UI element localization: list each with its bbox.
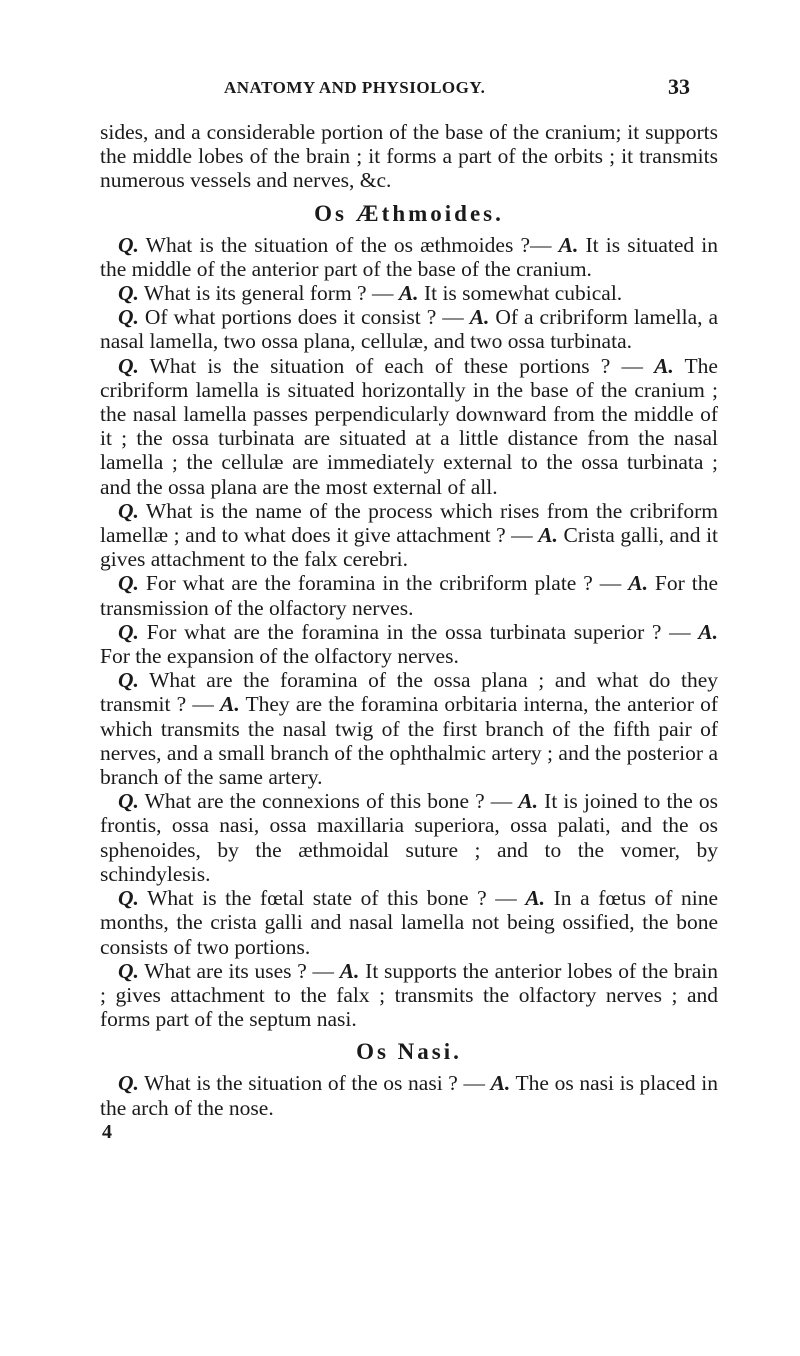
question-text: What is the fœtal state of this bone ? — bbox=[147, 886, 517, 911]
question-text: Of what portions does it consist ? — bbox=[144, 305, 464, 330]
answer-label: A. bbox=[538, 523, 558, 548]
page-body bbox=[100, 120, 718, 1144]
question-label: Q. bbox=[118, 353, 139, 378]
intro-paragraph: sides, and a considerable portion of the base of the cranium; it supports the middle lobes of the brain ; it forms a part of the orbits ; it transmits numerous vessels and nerves, &c. bbox=[100, 120, 718, 193]
answer-label: A. bbox=[628, 571, 648, 596]
answer-label: A. bbox=[220, 692, 240, 717]
answer-label: A. bbox=[518, 789, 539, 814]
qa-paragraph bbox=[100, 668, 718, 789]
question-label: Q. bbox=[118, 1071, 139, 1096]
answer-text: For the expansion of the olfactory nerves. bbox=[100, 644, 459, 669]
question-label: Q. bbox=[118, 886, 139, 911]
qa-paragraph bbox=[100, 305, 718, 353]
question-text: What are its uses ? — bbox=[144, 958, 334, 983]
answer-text: They are the foramina orbitaria interna, the anterior of which transmits the nasal twig of the first branch of the fifth pair of nerves, and a small branch of the ophthalmic artery ; and the posterior a branch of the same artery. bbox=[100, 692, 718, 790]
answer-text: The os nasi is placed in the arch of the nose. bbox=[100, 1071, 719, 1120]
answer-label: A. bbox=[654, 353, 674, 378]
question-label: Q. bbox=[118, 232, 139, 257]
answer-label: A. bbox=[469, 305, 490, 330]
qa-paragraph bbox=[100, 1071, 718, 1119]
qa-paragraph bbox=[100, 886, 718, 959]
signature-mark: 4 bbox=[102, 1120, 112, 1143]
qa-paragraph bbox=[100, 354, 718, 499]
answer-label: A. bbox=[339, 958, 360, 983]
answer-label: A. bbox=[490, 1071, 511, 1096]
running-head bbox=[0, 74, 800, 104]
qa-paragraph bbox=[100, 620, 718, 668]
question-label: Q. bbox=[118, 789, 139, 814]
qa-paragraph bbox=[100, 281, 718, 305]
question-text: What is its general form ? — bbox=[143, 281, 394, 306]
answer-text: It is joined to the os frontis, ossa nasi, ossa maxillaria superiora, ossa palati, and the os sphenoides, by the æthmoidal suture ; and to the vomer, by schindylesis. bbox=[100, 789, 718, 886]
answer-label: A. bbox=[698, 619, 719, 644]
question-label: Q. bbox=[118, 498, 139, 523]
answer-text: In a fœtus of nine months, the crista galli and nasal lamella not being ossified, the bone consists of two portions. bbox=[100, 886, 719, 959]
section-heading: Os Æthmoides. bbox=[314, 200, 504, 226]
question-label: Q. bbox=[118, 571, 139, 596]
question-label: Q. bbox=[118, 668, 139, 693]
qa-paragraph bbox=[100, 789, 718, 886]
answer-text: Of a cribriform lamella, a nasal lamella, two ossa plana, cellulæ, and two ossa turbinata. bbox=[100, 305, 719, 354]
qa-paragraph bbox=[100, 959, 718, 1032]
answer-text: For the transmission of the olfactory nerves. bbox=[100, 571, 719, 620]
running-title: ANATOMY AND PHYSIOLOGY. bbox=[224, 78, 486, 97]
page-number: 33 bbox=[668, 74, 690, 99]
answer-label: A. bbox=[525, 886, 546, 911]
qa-paragraph bbox=[100, 571, 718, 619]
question-text: What is the situation of the os æthmoides ?— bbox=[145, 232, 552, 257]
answer-text: Crista galli, and it gives attachment to the falx cerebri. bbox=[100, 523, 719, 572]
question-label: Q. bbox=[118, 305, 139, 330]
question-text: What are the connexions of this bone ? — bbox=[144, 789, 513, 814]
qa-paragraph bbox=[100, 233, 718, 281]
question-text: For what are the foramina in the ossa turbinata superior ? — bbox=[146, 619, 691, 644]
answer-text: It is somewhat cubical. bbox=[423, 281, 623, 306]
question-text: What are the foramina of the ossa plana ; and what do they transmit ? — bbox=[100, 668, 718, 717]
question-text: What is the situation of the os nasi ? — bbox=[144, 1071, 485, 1096]
question-label: Q. bbox=[118, 619, 139, 644]
question-text: What is the name of the process which rises from the cribriform lamellæ ; and to what does it give attachment ? — bbox=[100, 498, 718, 548]
answer-text: The cribriform lamella is situated horizontally in the base of the cranium ; the nasal lamella passes perpendicularly downward from the middle of it ; the ossa turbinata are situated at a little distance from the nasal lamella ; the cellulæ are immediately external to the ossa turbinata ; and the ossa plana are the most external of all. bbox=[100, 353, 718, 499]
answer-text: It is situated in the middle of the anterior part of the base of the cranium. bbox=[100, 232, 718, 281]
question-label: Q. bbox=[118, 281, 139, 306]
qa-paragraph bbox=[100, 499, 718, 572]
question-text: What is the situation of each of these portions ? — bbox=[149, 353, 643, 378]
question-text: For what are the foramina in the cribriform plate ? — bbox=[145, 571, 622, 596]
section-heading: Os Nasi. bbox=[356, 1039, 462, 1065]
sections bbox=[100, 199, 718, 1120]
answer-text: It supports the anterior lobes of the brain ; gives attachment to the falx ; transmits the olfactory nerves ; and forms part of the septum nasi. bbox=[100, 958, 719, 1032]
answer-label: A. bbox=[398, 281, 419, 306]
answer-label: A. bbox=[558, 232, 579, 257]
question-label: Q. bbox=[118, 958, 139, 983]
